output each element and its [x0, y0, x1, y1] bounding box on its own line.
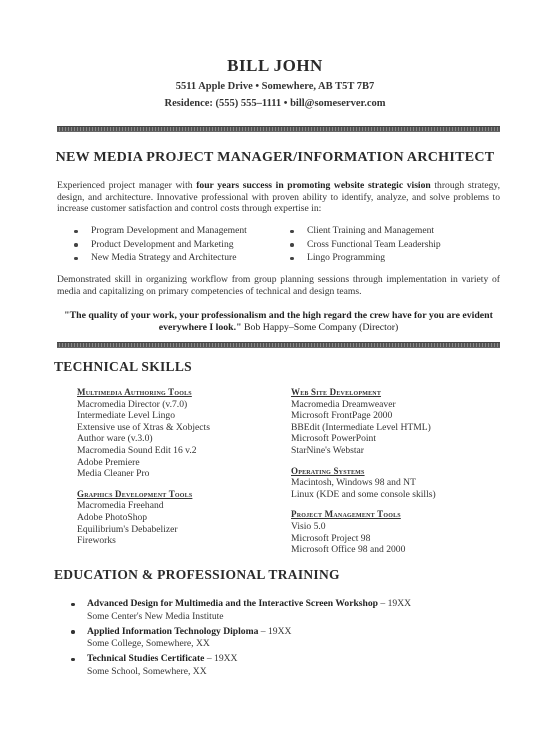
- skill-item: Visio 5.0: [291, 520, 326, 532]
- skill-item: Macromedia Freehand: [77, 500, 164, 512]
- skill-item: Extensive use of Xtras & Xobjects: [77, 421, 210, 433]
- skill-category-heading: Multimedia Authoring Tools: [77, 387, 192, 397]
- skill-item: Fireworks: [77, 535, 116, 547]
- skills-column-left: [77, 387, 277, 547]
- quote-text: "The quality of your work, your professionalism and the high regard the crew have for you are evident everywhere I look.": [64, 310, 493, 333]
- skill-item: Macromedia Sound Edit 16 v.2: [77, 444, 197, 456]
- education-year: – 19XX: [204, 653, 238, 665]
- quote-attribution: Bob Happy–Some Company (Director): [241, 322, 399, 333]
- education-school: Some College, Somewhere, XX: [87, 638, 210, 650]
- skill-item: Media Cleaner Pro: [77, 468, 150, 480]
- expertise-list: [57, 225, 500, 265]
- skills-column-right: [291, 387, 501, 556]
- list-item: Client Training and Management: [273, 225, 493, 238]
- education-title: Advanced Design for Multimedia and the Interactive Screen Workshop: [87, 598, 379, 609]
- skill-item: Macromedia Director (v.7.0): [77, 398, 188, 410]
- skill-item: StarNine's Webstar: [291, 444, 364, 456]
- summary-highlight: four years success in promoting website strategic vision: [196, 180, 431, 191]
- summary-intro: Experienced project manager with: [57, 180, 197, 191]
- skill-item: Adobe Premiere: [77, 456, 140, 468]
- list-item: [69, 598, 499, 623]
- education-year: – 19XX: [378, 598, 412, 609]
- education-year: – 19XX: [258, 625, 292, 637]
- skill-item: Intermediate Level Lingo: [77, 410, 176, 422]
- skill-item: Equilibrium's Debabelizer: [77, 523, 178, 535]
- list-item: [69, 626, 499, 651]
- skill-item: Microsoft PowerPoint: [291, 433, 377, 445]
- education-school: Some School, Somewhere, XX: [87, 665, 207, 677]
- skill-item: Adobe PhotoShop: [77, 511, 148, 523]
- skill-item: Microsoft FrontPage 2000: [291, 410, 393, 422]
- candidate-name: BILL JOHN: [227, 56, 323, 75]
- list-item: New Media Strategy and Architecture: [57, 252, 273, 265]
- job-title: NEW MEDIA PROJECT MANAGER/INFORMATION ARCHITECT: [55, 150, 495, 165]
- address-line: 5511 Apple Drive • Somewhere, AB T5T 7B7: [175, 81, 375, 92]
- education-list: [69, 598, 499, 681]
- summary-paragraph: [57, 180, 500, 215]
- skill-category-heading: Graphics Development Tools: [77, 488, 193, 499]
- skill-item: Microsoft Project 98: [291, 532, 371, 544]
- list-item: Product Development and Marketing: [57, 239, 273, 252]
- technical-skills-heading: TECHNICAL SKILLS: [54, 359, 192, 374]
- list-item: Program Development and Management: [57, 225, 273, 238]
- skill-item: Linux (KDE and some console skills): [291, 488, 436, 500]
- skill-category-heading: Project Management Tools: [291, 509, 401, 520]
- skill-category-heading: Web Site Development: [291, 387, 382, 397]
- skill-item: Microsoft Office 98 and 2000: [291, 544, 406, 556]
- demonstrated-skill-paragraph: Demonstrated skill in organizing workflow from group planning sessions through implementation in variety of media and capitalizing on primary competencies of technical and design teams.: [57, 274, 500, 297]
- skill-item: Macromedia Dreamweaver: [291, 398, 396, 410]
- skill-item: Macintosh, Windows 98 and NT: [291, 477, 416, 489]
- education-title: Technical Studies Certificate: [87, 653, 205, 665]
- list-item: [69, 653, 499, 678]
- list-item: Cross Functional Team Leadership: [273, 239, 493, 252]
- testimonial-quote: [57, 310, 500, 334]
- contact-line: Residence: (555) 555–1111 • bill@someserver.com: [164, 98, 386, 109]
- header-divider: [57, 126, 500, 132]
- skill-item: BBEdit (Intermediate Level HTML): [291, 421, 431, 433]
- list-item: Lingo Programming: [273, 252, 493, 265]
- skill-category-heading: Operating Systems: [291, 465, 365, 476]
- education-title: Applied Information Technology Diploma: [87, 625, 259, 637]
- section-divider: [57, 342, 500, 348]
- skill-item: Author ware (v.3.0): [77, 433, 153, 445]
- education-school: Some Center's New Media Institute: [87, 610, 224, 622]
- education-heading: EDUCATION & PROFESSIONAL TRAINING: [54, 567, 340, 582]
- summary-rest: through strategy, design, and architecture. Innovative professional with proven ability to identify, analyze, and solve problems to increase customer satisfaction and control costs through expertise in:: [57, 180, 500, 214]
